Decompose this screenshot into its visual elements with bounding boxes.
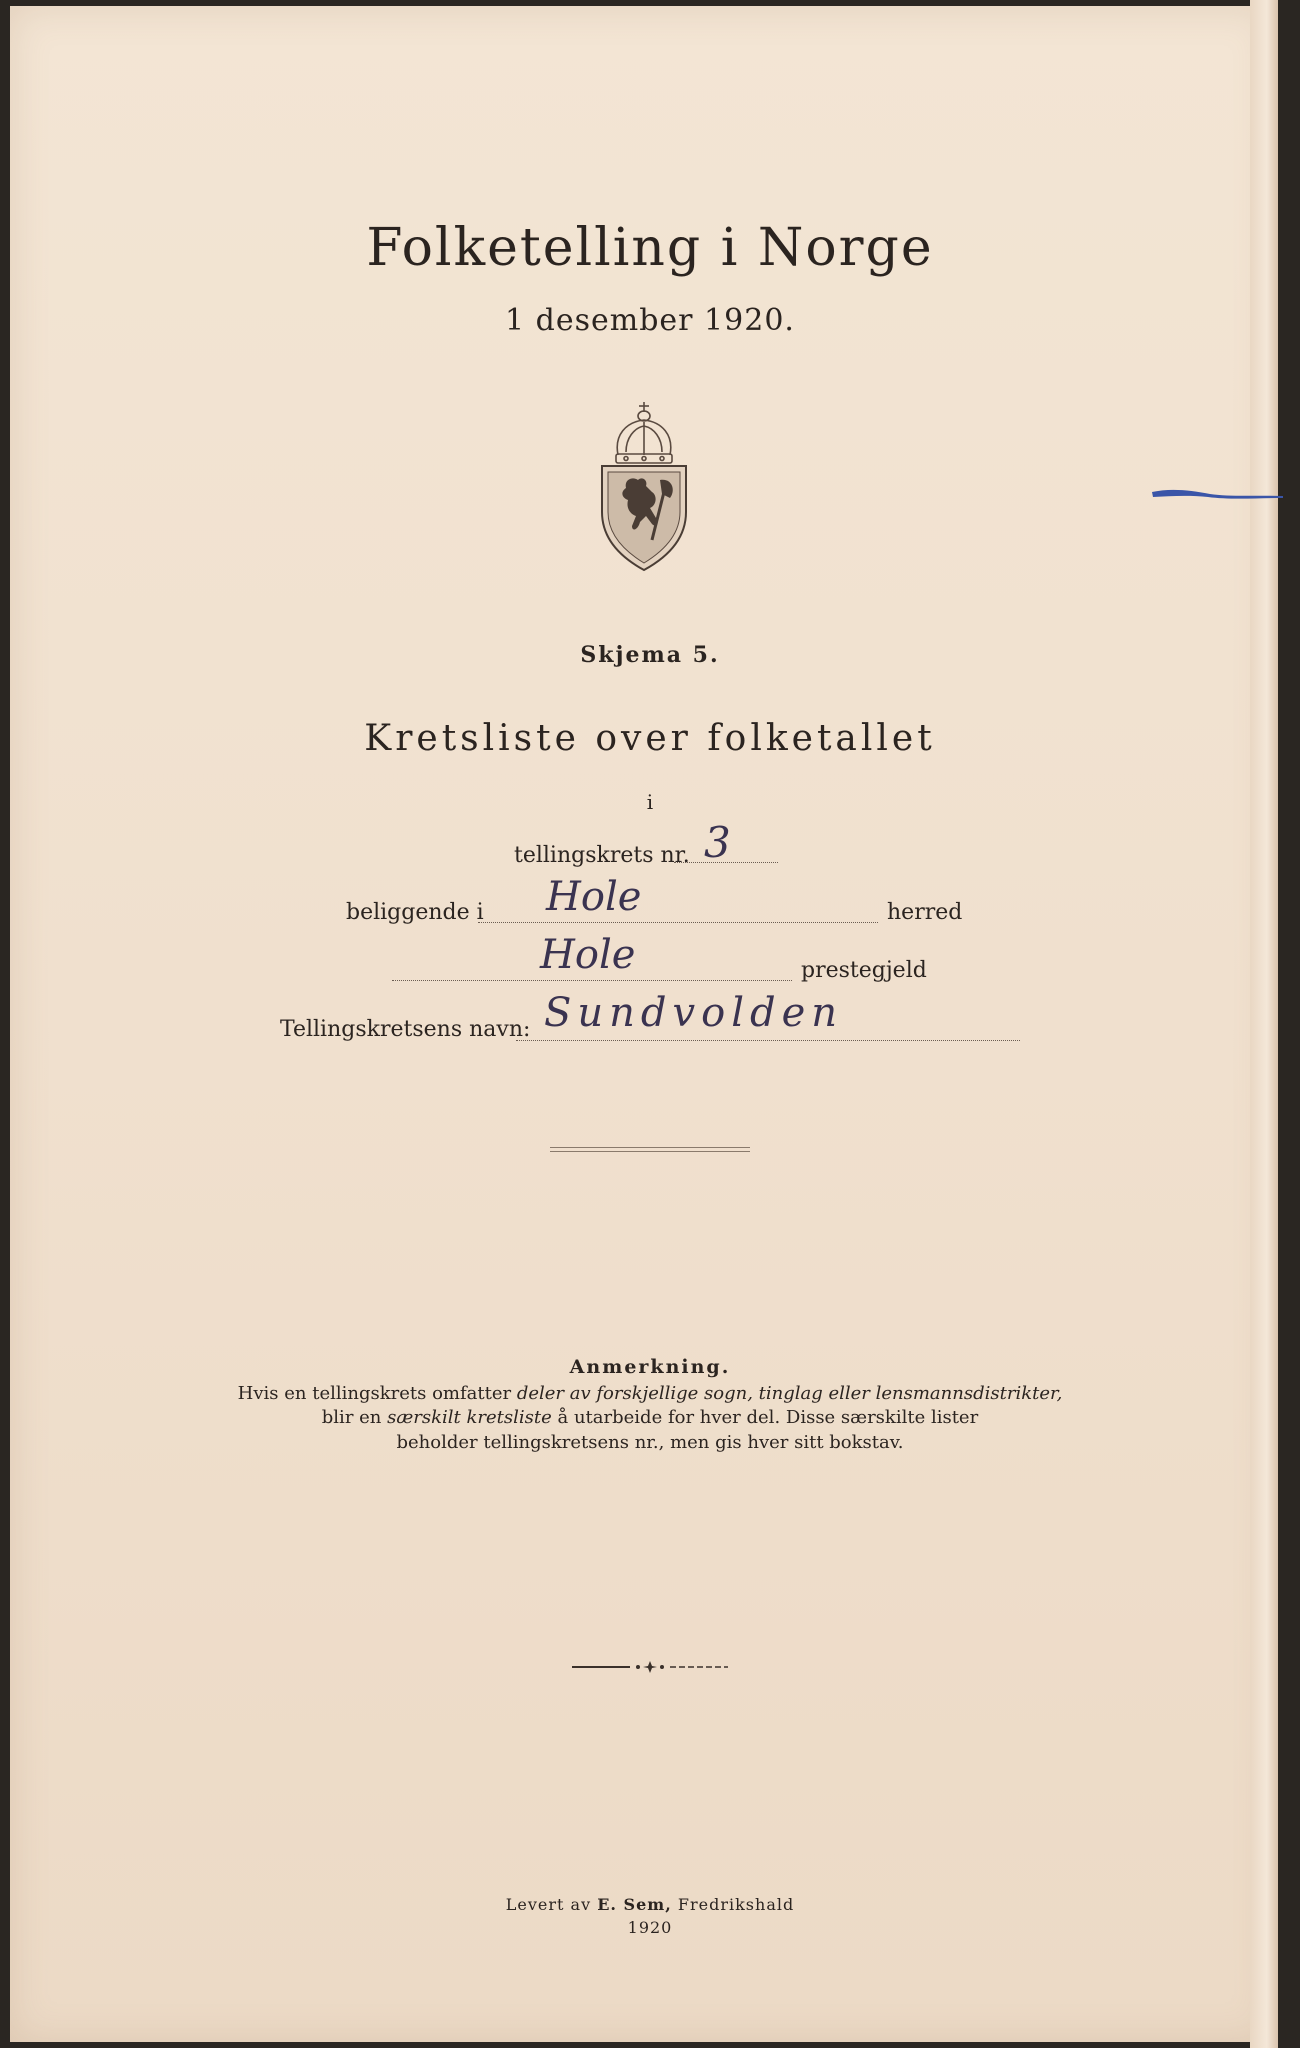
note-line-2-rest: å utarbeide for hver del. Disse særskilte lister (551, 1407, 979, 1428)
ornament-divider-icon (570, 1660, 730, 1674)
document-date: 1 desember 1920. (505, 303, 795, 338)
herred-dotted-line (478, 922, 878, 923)
imprint-line-1 (0, 1895, 1300, 1914)
tellingskrets-label: tellingskrets nr. (514, 843, 690, 868)
norwegian-coat-of-arms-icon (596, 400, 692, 575)
prestegjeld-value: Hole (540, 932, 636, 978)
imprint-year: 1920 (627, 1918, 673, 1937)
herred-value: Hole (546, 874, 642, 920)
document-title: Folketelling i Norge (366, 218, 934, 278)
note-line-1-plain: Hvis en tellingskrets omfatter (237, 1383, 517, 1404)
note-line-3: beholder tellingskretsens nr., men gis hver sitt bokstav. (396, 1432, 904, 1453)
form-heading: Kretsliste over folketallet (364, 718, 936, 759)
note-line-1-italic: deler av forskjellige sogn, tinglag eller lensmannsdistrikter, (516, 1383, 1063, 1404)
note-line-1 (0, 1383, 1300, 1404)
kretsnavn-label: Tellingskretsens navn: (280, 1017, 531, 1042)
herred-label: herred (887, 900, 963, 925)
schema-number: Skjema 5. (580, 642, 720, 668)
imprint-place: Fredrikshald (671, 1895, 795, 1914)
kretsnavn-dotted-line (516, 1040, 1020, 1041)
beliggende-label: beliggende i (346, 900, 484, 925)
note-line-2-plain: blir en (321, 1407, 388, 1428)
separator-rule (550, 1147, 750, 1152)
note-title: Anmerkning. (569, 1356, 731, 1378)
tellingskrets-value: 3 (704, 818, 731, 867)
imprint-printer: E. Sem, (597, 1895, 672, 1914)
prestegjeld-label: prestegjeld (801, 958, 927, 983)
note-line-2-italic: særskilt kretsliste (387, 1407, 552, 1428)
imprint-delivered-by: Levert av (505, 1895, 598, 1914)
prestegjeld-dotted-line (392, 980, 792, 981)
note-line-2 (0, 1407, 1300, 1428)
ink-mark-icon (1150, 486, 1285, 502)
kretsnavn-value: Sundvolden (544, 990, 844, 1036)
connector-i: i (646, 790, 654, 814)
